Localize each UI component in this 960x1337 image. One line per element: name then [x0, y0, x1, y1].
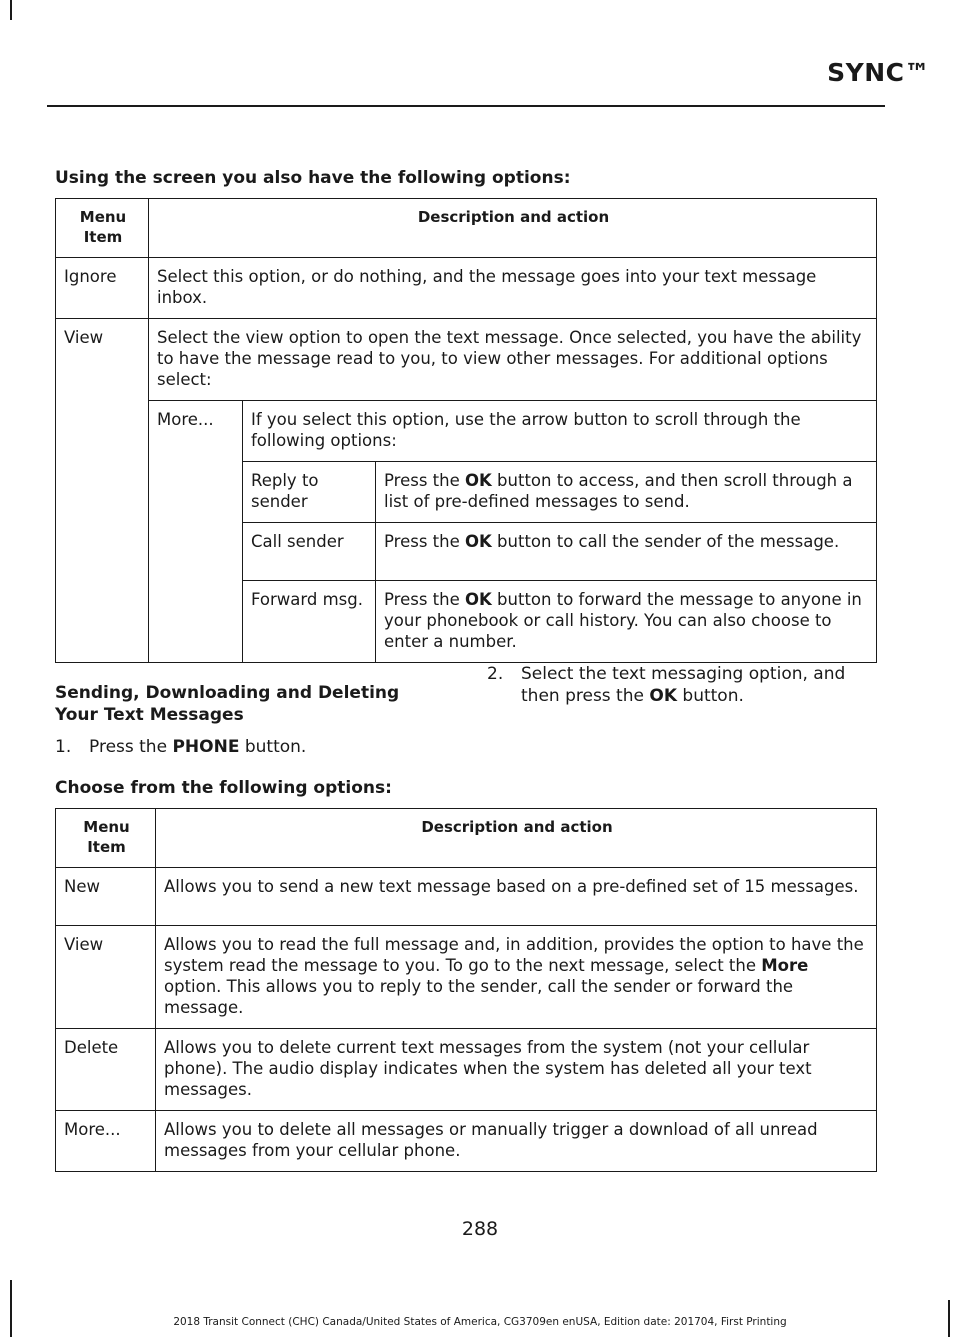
description-cell: Press the OK button to call the sender of the message.: [376, 523, 877, 581]
description-cell: Press the OK button to forward the message to anyone in your phonebook or call history. You can also choose to enter a number.: [376, 581, 877, 663]
column-header-menu-item: Menu Item: [56, 809, 156, 868]
table-row: [56, 258, 877, 319]
step-2: 2. Select the text messaging option, and then press the OK button.: [487, 664, 846, 706]
table-header-row: [56, 809, 877, 868]
table-row: [56, 401, 877, 462]
table-row: [56, 868, 877, 926]
description-cell: Allows you to read the full message and, in addition, provides the option to have the system read the message to you. To go to the next message, select the More option. This allows you to reply to the sender, call the sender or forward the message.: [156, 926, 877, 1029]
table-header-row: [56, 199, 877, 258]
description-cell: Allows you to send a new text message based on a pre-defined set of 15 messages.: [156, 868, 877, 926]
sub-menu-item-cell: More...: [149, 401, 243, 663]
menu-item-cell: View: [56, 926, 156, 1029]
page-number: 288: [461, 1218, 499, 1240]
description-cell: Allows you to delete current text messages from the system (not your cellular phone). The audio display indicates when the system has deleted all your text messages.: [156, 1029, 877, 1111]
table-row: [56, 319, 877, 401]
table-row: [56, 1111, 877, 1172]
choose-heading: Choose from the following options:: [55, 778, 392, 798]
options-table-2: [55, 808, 877, 1172]
table-row: [56, 926, 877, 1029]
intro-heading: Using the screen you also have the following options:: [55, 168, 571, 188]
description-cell: Press the OK button to access, and then scroll through a list of pre-defined messages to send.: [376, 462, 877, 523]
description-cell: Select the view option to open the text message. Once selected, you have the ability to have the message read to you, to view other messages. For additional options select:: [149, 319, 877, 401]
menu-item-cell: More...: [56, 1111, 156, 1172]
menu-item-cell: Delete: [56, 1029, 156, 1111]
description-cell: If you select this option, use the arrow button to scroll through the following options:: [243, 401, 877, 462]
description-cell: Select this option, or do nothing, and the message goes into your text message inbox.: [149, 258, 877, 319]
step-1: 1. Press the PHONE button.: [55, 737, 307, 757]
column-header-description: Description and action: [149, 199, 877, 258]
column-header-description: Description and action: [156, 809, 877, 868]
options-table-1: [55, 198, 877, 663]
footer-edition-info: 2018 Transit Connect (CHC) Canada/United States of America, CG3709en enUSA, Edition date: 201704, First Printing: [173, 1316, 787, 1328]
menu-item-cell: View: [56, 319, 149, 663]
column-header-menu-item: Menu Item: [56, 199, 149, 258]
page-header-title: SYNC™: [827, 58, 930, 87]
menu-item-cell: New: [56, 868, 156, 926]
header-divider: [47, 105, 885, 107]
table-row: [56, 1029, 877, 1111]
sub-option-label: Forward msg.: [243, 581, 376, 663]
menu-item-cell: Ignore: [56, 258, 149, 319]
sub-option-label: Reply to sender: [243, 462, 376, 523]
crop-mark: [10, 1280, 12, 1337]
section-title: Sending, Downloading and Deleting Your Text Messages: [55, 683, 400, 725]
crop-mark: [10, 0, 12, 20]
description-cell: Allows you to delete all messages or manually trigger a download of all unread messages from your cellular phone.: [156, 1111, 877, 1172]
sub-option-label: Call sender: [243, 523, 376, 581]
